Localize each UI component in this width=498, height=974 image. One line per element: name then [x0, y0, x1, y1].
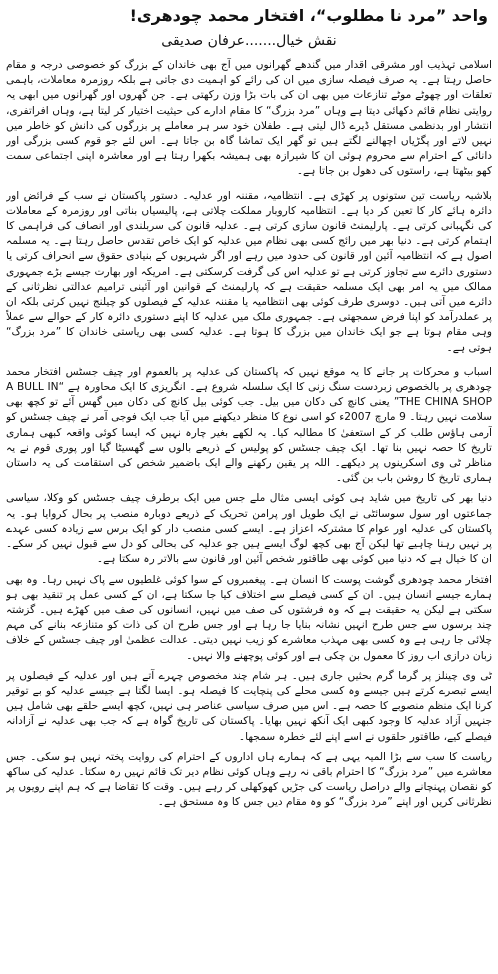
paragraph-5: افتخار محمد چودھری گوشت پوست کا انسان ہے۔ پیغمبروں کے سوا کوئی غلطیوں سے پاک نہیں رہا۔ وہ بھی ہمارے جیسے انسان ہیں۔ ان کے کسی فیصلے سے اختلاف کیا جا سکتا ہے، ان کے کسی عمل پر تنقید بھی ہو سکتی ہے لیکن یہ حقیقت ہے کہ وہ فرشتوں کی صف میں نہیں، انسانوں کی صف میں کھڑے ہیں۔ گزشتہ چند برسوں سے جس طرح انہیں نشانہ بنایا جا رہا ہے اور جس طرح ان کی ذات کو متنازعہ بنانے کی مہم چلائی جا رہی ہے وہ کسی بھی مہذب معاشرے کو زیب نہیں دیتی۔ عدالت عظمیٰ اور چیف جسٹس کے خلاف زبان درازی اب روز کا معمول بن چکی ہے اور کوئی پوچھنے والا نہیں۔ [6, 573, 492, 662]
article-body [6, 58, 492, 970]
paragraph-6: ٹی وی چینلز پر گرما گرم بحثیں جاری ہیں۔ ہر شام چند مخصوص چہرے آتے ہیں اور عدلیہ کے فیصلوں پر ایسے تبصرے کرتے ہیں جیسے وہ کسی محلے کی پنچایت کا فیصلہ ہو۔ ایسا لگتا ہے جیسے عدلیہ کو بے توقیر کرنا ایک منظم منصوبے کا حصہ ہے۔ اس میں صرف سیاسی عناصر ہی نہیں، کچھ ایسے حلقے بھی شامل ہیں جنہیں آزاد عدلیہ کا وجود کبھی ایک آنکھ نہیں بھایا۔ پاکستان کی تاریخ گواہ ہے کہ جب بھی عدلیہ نے آزادانہ فیصلے کیے، طاقتور حلقوں نے اسے اپنے لئے خطرہ سمجھا۔ [6, 669, 492, 743]
paragraph-2: بلاشبہ ریاست تین ستونوں پر کھڑی ہے۔ انتظامیہ، مقننہ اور عدلیہ۔ دستور پاکستان نے سب کے فرائض اور دائرہ ہائے کار کا تعین کر دیا ہے۔ انتظامیہ کاروبار مملکت چلاتی ہے، پالیسیاں بناتی اور روزمرہ کے معاملات کی نگہبانی کرتی ہے۔ پارلیمنٹ قانون سازی کرتی ہے۔ عدلیہ قانون کی سربلندی اور انصاف کی فراہمی کا اہتمام کرتی ہے۔ دنیا بھر میں رائج کسی بھی نظام میں عدلیہ کو ایک خاص تقدس حاصل رہتا ہے۔ یہ مسلمہ اصول ہے کہ انتظامیہ آئین اور قانون کی حدود میں رہے اور اگر شہریوں کے بنیادی حقوق سے انحراف کرتی یا دستوری دائرے سے تجاوز کرتی ہے تو عدلیہ اس کی گرفت کرسکتی ہے۔ امریکہ اور بھارت جیسے بڑے جمہوری ممالک میں یہ امر بھی ایک مسلمہ حقیقت ہے کہ پارلیمنٹ کے قوانین اور آئینی ترامیم عدالتی نظرثانی کے دائرے میں آتی ہیں۔ دوسری طرف کوئی بھی انتظامیہ یا مقننہ عدلیہ کے فیصلوں کو چیلنج نہیں کرتی بلکہ ان پر عملدرآمد کو اپنا فرض سمجھتی ہے۔ جمہوری ملک میں عدلیہ کا اپنے دستوری دائرہ کار کے حوالے سے عملاً وہی مقام ہوتا ہے جو ایک خاندان میں بزرگ کا ہوتا ہے۔ عدلیہ کسی بھی ریاستی خاندان کا ”مرد بزرگ“ ہوتی ہے۔ [6, 189, 492, 354]
paragraph-1: اسلامی تہذیب اور مشرقی اقدار میں گندھے گھرانوں میں آج بھی خاندان کے بزرگ کو خصوصی درجہ و مقام حاصل رہتا ہے۔ یہ صرف فیصلہ سازی میں ان کی رائے کو اہمیت دی جاتی ہے بلکہ روزمرہ معاملات، باہمی تعلقات اور چھوٹے موٹے تنازعات میں بھی ان کی بات بڑا وزن رکھتی ہے۔ جن گھروں اور گھرانوں میں ابھی یہ روایتی نظام قائم دکھائی دیتا ہے وہاں ”مرد بزرگ“ کا مقام ادارے کی حیثیت اختیار کر لیتا ہے، وہاں افراتفری، انتشار اور بدنظمی مستقل ڈیرے ڈال لیتی ہے۔ طفلان خود سر ہر معاملے پر بزرگوں کی دانش کو خاطر میں نہیں لاتے اور پگڑیاں اچھالنے لگتے ہیں تو گھر ایک تماشا گاہ بن جاتا ہے۔ اس لئے جو قوم کسی بزرگی اور دانائی کے احترام سے محروم ہوئی ان کا شیرازہ بھی ہمیشہ بکھرا رہتا ہے اور معاشرہ اپنی اجتماعی سمت کھو بیٹھتا ہے، راستوں کی دھول بن جاتا ہے۔ [6, 59, 492, 178]
paragraph-7: ریاست کا سب سے بڑا المیہ یہی ہے کہ ہمارے ہاں اداروں کے احترام کی روایت پختہ نہیں ہو سکی۔ جس معاشرے میں ”مرد بزرگ“ کا احترام باقی نہ رہے وہاں کوئی نظام دیر تک قائم نہیں رہ سکتا۔ عدلیہ کی ساکھ کو نقصان پہنچانے والے دراصل ریاست کی جڑیں کھوکھلی کر رہے ہیں۔ وقت کا تقاضا ہے کہ ہم اپنے رویوں پر نظرثانی کریں اور اپنے ”مرد بزرگ“ کو وہ مقام دیں جس کا وہ مستحق ہے۔ [6, 750, 492, 809]
paragraph-4: دنیا بھر کی تاریخ میں شاید ہی کوئی ایسی مثال ملے جس میں ایک برطرف چیف جسٹس کو وکلا، سیاسی جماعتوں اور سول سوسائٹی نے ایک طویل اور پرامن تحریک کے ذریعے دوبارہ منصب پر بحال کروایا ہو۔ یہ پاکستان کی عدلیہ اور عوام کا مشترکہ اعزاز ہے۔ ایسے کسی منصب دار کو ایک برس سے زیادہ کسی عہدے پر نہیں رہنا چاہیے تھا لیکن آج بھی کچھ لوگ ایسے ہیں جو عدلیہ کی بحالی کو دل سے قبول نہیں کر سکے۔ ان کا خیال ہے کہ دنیا میں کوئی بھی طاقتور شخص آئین اور قانون سے بالاتر رہ سکتا ہے۔ [6, 492, 492, 566]
article-headline: واحد ”مرد نا مطلوب“، افتخار محمد چودھری! [129, 6, 488, 25]
column-byline: نقش خیال.......عرفان صدیقی [161, 33, 337, 49]
paragraph-3: اسباب و محرکات پر جانے کا یہ موقع نہیں کہ پاکستان کی عدلیہ پر بالعموم اور چیف جسٹس افتخار محمد چودھری پر بالخصوص زبردست سنگ زنی کا ایک سلسلہ شروع ہے۔ انگریزی کا ایک محاورہ ہے “A BULL IN THE CHINA SHOP” یعنی کانچ کی دکان میں بیل۔ جب کوئی بیل کانچ کی دکان میں گھس آئے تو کچھ بھی سلامت نہیں رہتا۔ 9 مارچ 2007ء کو اسی نوع کا منظر دیکھنے میں آیا جب ایک فوجی آمر نے چیف جسٹس کو آرمی ہاؤس طلب کر کے استعفیٰ کا مطالبہ کیا۔ یہ لکھے بغیر چارہ نہیں کہ ایسا کوئی واقعہ کبھی ہماری تاریخ کا حصہ نہیں بنا تھا۔ ایک چیف جسٹس کو پولیس کے ذریعے بالوں سے گھسیٹا گیا اور پوری قوم نے یہ مناظر ٹی وی اسکرینوں پر دیکھے۔ اللہ پر یقین رکھنے والے ایک باضمیر شخص کی استقامت کی یہ داستان ہماری تاریخ کا روشن باب بن گئی۔ [6, 365, 492, 485]
